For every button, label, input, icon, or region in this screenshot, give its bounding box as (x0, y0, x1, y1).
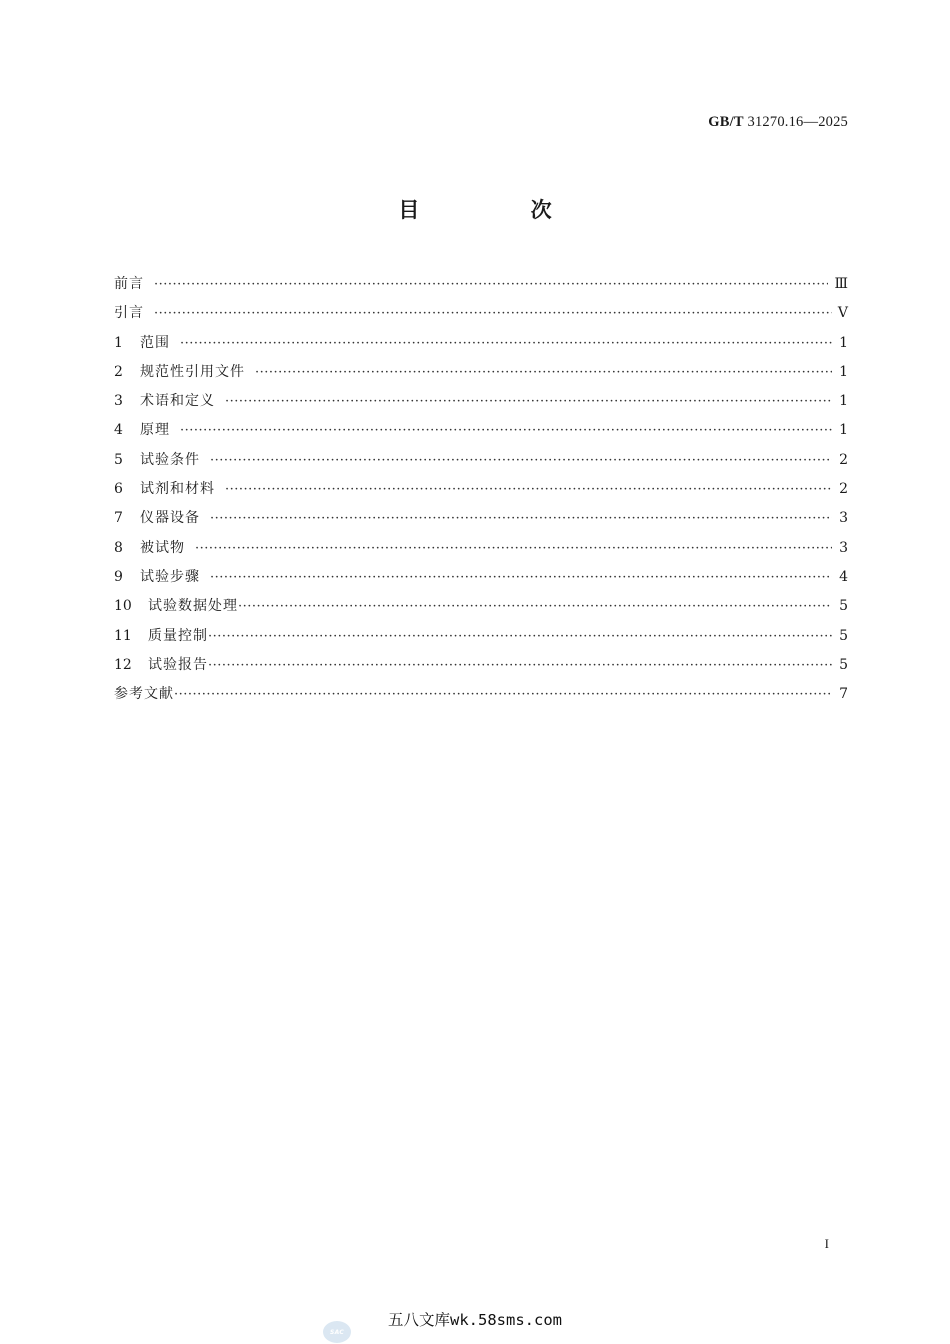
toc-entry-label: 质量控制 (148, 627, 208, 644)
standard-prefix: GB/T (708, 114, 744, 130)
standard-number (708, 114, 848, 131)
toc-entry-page: 2 (839, 451, 848, 468)
toc-entry[interactable] (114, 592, 848, 621)
toc-entry-page: 7 (839, 686, 848, 703)
toc-entry-number: 3 (114, 393, 123, 410)
toc-entry-label: 前言 (114, 276, 144, 292)
toc-entry[interactable] (114, 651, 848, 680)
standard-code: 31270.16—2025 (747, 114, 848, 130)
toc-dot-leader (225, 387, 832, 416)
toc-entry-number: 1 (114, 334, 123, 351)
toc-entry-number: 2 (114, 363, 123, 380)
toc-entry[interactable] (114, 563, 848, 592)
watermark-logo-text: SAC (329, 1328, 345, 1336)
toc-entry[interactable] (114, 416, 848, 445)
toc-dot-leader (208, 651, 832, 680)
toc-entry-page: 3 (839, 510, 848, 527)
toc-entry-number: 4 (114, 422, 123, 439)
toc-entry[interactable] (114, 680, 848, 709)
toc-entry-number: 8 (114, 539, 123, 556)
toc-dot-leader (195, 534, 832, 563)
toc-entry[interactable] (114, 358, 848, 387)
toc-dot-leader (238, 592, 832, 621)
toc-entry-label: 范围 (140, 334, 170, 351)
toc-entry-number: 7 (114, 510, 123, 527)
toc-entry[interactable] (114, 299, 848, 328)
page-title: 目 次 (398, 198, 604, 222)
toc-entry-label: 试验报告 (148, 656, 208, 673)
toc-entry-number: 6 (114, 481, 123, 498)
toc-entry-number: 12 (114, 656, 132, 673)
toc-entry-page: 1 (839, 393, 848, 410)
toc-dot-leader (210, 504, 832, 533)
toc-entry-label: 试验步骤 (140, 568, 200, 585)
toc-entry-page: 5 (839, 656, 848, 673)
page-number: I (824, 1236, 829, 1251)
toc-entry-page: 4 (839, 568, 848, 585)
toc-dot-leader (154, 299, 832, 328)
toc-entry-number: 5 (114, 451, 123, 468)
toc-entry-label: 术语和定义 (140, 393, 215, 410)
toc-entry-number: 11 (114, 627, 132, 644)
toc-entry[interactable] (114, 534, 848, 563)
toc-entry[interactable] (114, 622, 848, 651)
toc-dot-leader (210, 563, 832, 592)
toc-entry-label: 引言 (114, 305, 144, 322)
toc-dot-leader (210, 446, 832, 475)
toc-dot-leader (154, 270, 828, 299)
toc-entry-number: 10 (114, 598, 132, 615)
table-of-contents (114, 270, 848, 709)
toc-entry-page: 5 (839, 627, 848, 644)
toc-entry-page: 1 (839, 363, 848, 380)
toc-entry-label: 试验数据处理 (148, 598, 238, 615)
toc-dot-leader (180, 416, 832, 445)
toc-entry-page: 1 (839, 422, 848, 439)
toc-dot-leader (208, 622, 832, 651)
toc-entry-label: 试验条件 (140, 451, 200, 468)
toc-entry-number: 9 (114, 568, 123, 585)
toc-entry-label: 试剂和材料 (140, 481, 215, 498)
toc-entry[interactable] (114, 504, 848, 533)
toc-entry[interactable] (114, 475, 848, 504)
toc-entry-label: 原理 (140, 422, 170, 439)
toc-entry[interactable] (114, 387, 848, 416)
toc-entry-page: 3 (839, 539, 848, 556)
toc-entry[interactable] (114, 270, 848, 299)
watermark-text: 五八文库wk.58sms.com (388, 1311, 562, 1329)
toc-entry-page: Ⅴ (837, 305, 848, 322)
toc-entry-label: 规范性引用文件 (140, 363, 245, 380)
toc-entry-label: 被试物 (140, 539, 185, 556)
toc-dot-leader (180, 329, 832, 358)
toc-entry-page: 2 (839, 481, 848, 498)
toc-entry-label: 仪器设备 (140, 510, 200, 527)
toc-entry-page: 5 (839, 598, 848, 615)
toc-dot-leader (174, 680, 832, 709)
toc-entry-page: 1 (839, 334, 848, 351)
toc-dot-leader (225, 475, 832, 504)
toc-entry-page: Ⅲ (834, 276, 848, 292)
toc-entry[interactable] (114, 446, 848, 475)
toc-entry[interactable] (114, 329, 848, 358)
toc-entry-label: 参考文献 (114, 686, 174, 703)
toc-dot-leader (255, 358, 832, 387)
